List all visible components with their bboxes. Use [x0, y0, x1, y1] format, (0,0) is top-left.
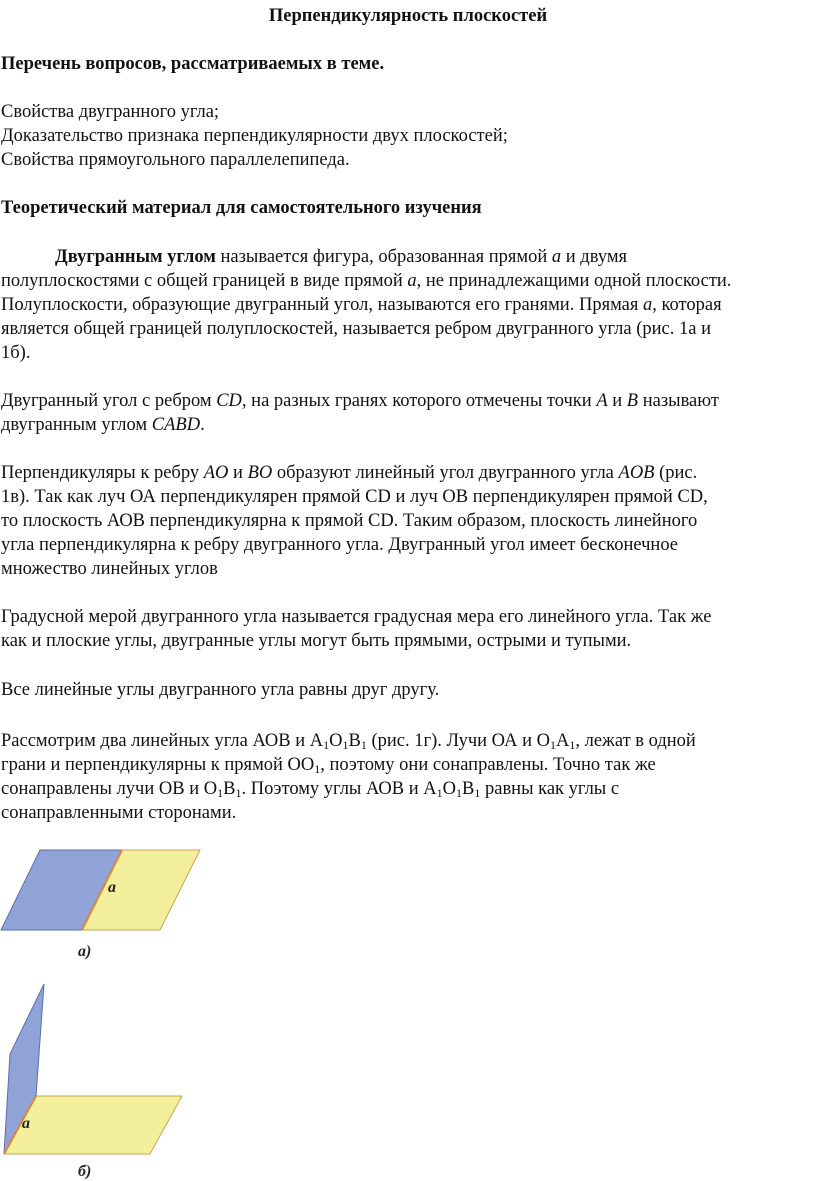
- paragraph-codirected-rays: Рассмотрим два линейных угла АОВ и $А_1О_1В_1$ (рис. 1г). Лучи ОА и $О_1А_1$, лежат в одной грани и перпендикулярны к прямой $ОО_1$, поэтому они сонаправлены. Точно так же сонаправлены лучи ОВ и $О_1В_1$. Поэтому углы АОВ и $А_1О_1В_1$ равны как углы с сонаправленными сторонами.: [1, 731, 696, 823]
- figure-b-dihedral-bent: [0, 978, 220, 1181]
- question-item: Свойства прямоугольного параллелепипеда.: [1, 150, 350, 170]
- term-dihedral-angle: Двугранным углом: [55, 247, 216, 267]
- question-item: Свойства двугранного угла;: [1, 102, 220, 122]
- paragraph-degree-measure: Градусной мерой двугранного угла называется градусная мера его линейного угла. Так же как и плоские углы, двугранные углы могут быть прямыми, острыми и тупыми.: [1, 607, 712, 651]
- figure-b-caption: б): [78, 1163, 92, 1180]
- theory-heading: Теоретический материал для самостоятельного изучения: [1, 198, 482, 218]
- figure-a-caption: а): [78, 943, 92, 960]
- paragraph-cabd: Двугранный угол с ребром CD, на разных гранях которого отмечены точки A и B называют двугранным углом CABD.: [1, 391, 719, 435]
- questions-list: [1, 100, 813, 172]
- page-title: Перпендикулярность плоскостей: [268, 6, 548, 26]
- paragraph-equal-angles: Все линейные углы двугранного угла равны друг другу.: [1, 680, 440, 700]
- paragraph-dihedral-definition: Двугранным углом называется фигура, образованная прямой a и двумя полуплоскостями с общей границей в виде прямой a, не принадлежащими одной плоскости. Полуплоскости, образующие двугранный угол, называются его гранями. Прямая a, которая является общей границей полуплоскостей, называется ребром двугранного угла (рис. 1а и 1б).: [1, 247, 732, 363]
- question-item: Доказательство признака перпендикулярности двух плоскостей;: [1, 126, 508, 146]
- paragraph-linear-angle: Перпендикуляры к ребру AO и BO образуют линейный угол двугранного угла AOB (рис. 1в). Так как луч ОА перпендикулярен прямой CD и луч ОВ перпендикулярен прямой CD, то плоскость АОВ перпендикулярна к прямой CD. Таким образом, плоскость линейного угла перпендикулярна к ребру двугранного угла. Двугранный угол имеет бесконечное множество линейных углов: [1, 463, 708, 579]
- figure-a-dihedral-flat: [0, 840, 220, 965]
- edge-label-a: a: [22, 1115, 30, 1132]
- edge-label-a: a: [108, 879, 116, 896]
- questions-heading: Перечень вопросов, рассматриваемых в теме.: [1, 54, 385, 74]
